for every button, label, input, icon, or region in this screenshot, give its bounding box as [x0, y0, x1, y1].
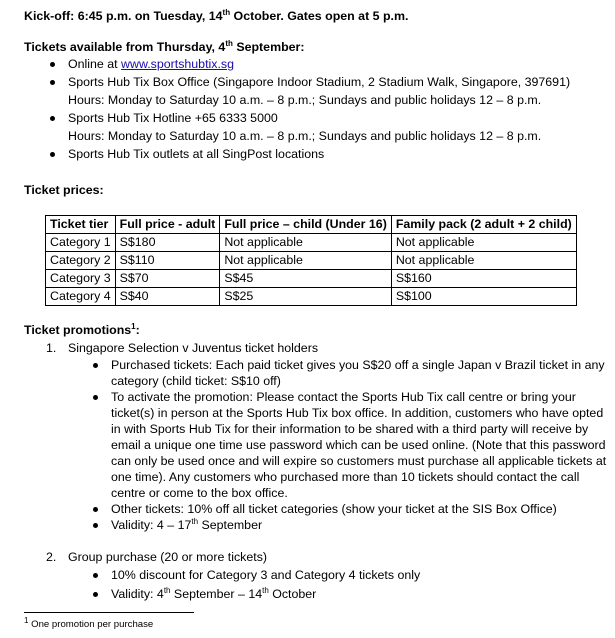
online-prefix: Online at [68, 57, 122, 71]
promo-1-activate-line: ticket(s) in person at the Sports Hub Tix box office. In addition, customers who have opted [111, 406, 604, 420]
bullet-icon [93, 573, 98, 578]
tickets-heading-text: Tickets available from Thursday, 4 [24, 40, 226, 54]
col-header-family: Family pack (2 adult + 2 child) [391, 216, 576, 234]
promo-2-discount: 10% discount for Category 3 and Category 4 tickets only [111, 568, 421, 582]
table-cell: S$70 [115, 270, 220, 288]
promo-2-validity-end: October [268, 587, 317, 601]
kickoff-line [24, 8, 408, 24]
kickoff-text-end: October. Gates open at 5 p.m. [230, 9, 409, 23]
table-cell: Category 1 [46, 234, 116, 252]
promo-1-activate-line: in with Sports Hub Tix for their information to be shared with a third party will receive by [111, 422, 589, 436]
box-office-line: Sports Hub Tix Box Office (Singapore Indoor Stadium, 2 Stadium Walk, Singapore, 397691) [68, 75, 571, 89]
promo-2-number: 2. [46, 550, 57, 564]
hotline-line: Sports Hub Tix Hotline +65 6333 5000 [68, 111, 278, 125]
sportshubtix-link[interactable]: www.sportshubtix.sg [121, 57, 234, 71]
online-line [68, 56, 234, 72]
table-row [46, 270, 577, 288]
bullet-icon [50, 80, 55, 85]
col-header-tier: Ticket tier [46, 216, 116, 234]
promo-1-number: 1. [46, 341, 57, 355]
footnote-divider [24, 612, 194, 613]
promotions-heading-text: Ticket promotions [24, 323, 132, 337]
promotions-heading [24, 322, 140, 338]
kickoff-label: Kick-off: [24, 9, 75, 23]
promotions-heading-sup: 1 [131, 321, 136, 331]
promo-1-validity-sup: th [191, 516, 199, 526]
outlets-line: Sports Hub Tix outlets at all SingPost locations [68, 147, 325, 161]
footnote-text: One promotion per purchase [28, 619, 154, 630]
promo-1-purchased-line2: category (child ticket: S$10 off) [111, 374, 281, 388]
promo-1-validity [111, 517, 262, 533]
promo-1-activate-line: can only be used once and will expire so customers must purchase all applicable tickets at [111, 454, 607, 468]
table-cell: Not applicable [220, 234, 392, 252]
table-cell: Category 2 [46, 252, 116, 270]
footnote [24, 617, 153, 633]
box-office-hours: Hours: Monday to Saturday 10 a.m. – 8 p.m.; Sundays and public holidays 12 – 8 p.m. [68, 93, 542, 107]
hotline-hours: Hours: Monday to Saturday 10 a.m. – 8 p.m.; Sundays and public holidays 12 – 8 p.m. [68, 129, 542, 143]
tickets-available-heading [24, 39, 305, 55]
promo-2-validity-mid: September – 14 [170, 587, 263, 601]
table-cell: S$110 [115, 252, 220, 270]
promo-1-validity-end: September [198, 518, 263, 532]
promo-2-title: Group purchase (20 or more tickets) [68, 550, 268, 564]
bullet-icon [93, 395, 98, 400]
promo-1-title: Singapore Selection v Juventus ticket holders [68, 341, 319, 355]
bullet-icon [93, 523, 98, 528]
table-cell: S$160 [391, 270, 576, 288]
promo-1-activate-line: centre or come to the box office. [111, 486, 288, 500]
table-row [46, 288, 577, 306]
promo-1-activate-line: email a unique one time use password which can be used online. (Note that this password [111, 438, 606, 452]
kickoff-sup: th [222, 7, 231, 17]
promo-2-validity-text: Validity: 4 [111, 587, 164, 601]
table-cell: Not applicable [220, 252, 392, 270]
table-cell: Not applicable [391, 252, 576, 270]
col-header-child: Full price – child (Under 16) [220, 216, 392, 234]
table-cell: Category 4 [46, 288, 116, 306]
promo-1-activate-line: To activate the promotion: Please contact the Sports Hub Tix call centre or bring your [111, 390, 576, 404]
bullet-icon [93, 507, 98, 512]
table-cell: S$40 [115, 288, 220, 306]
bullet-icon [93, 592, 98, 597]
table-cell: S$180 [115, 234, 220, 252]
table-cell: S$100 [391, 288, 576, 306]
promotions-heading-colon: : [135, 323, 140, 337]
bullet-icon [50, 152, 55, 157]
bullet-icon [93, 363, 98, 368]
table-cell: Category 3 [46, 270, 116, 288]
promo-2-validity [111, 586, 316, 602]
bullet-icon [50, 116, 55, 121]
promo-2-validity-sup: th [262, 585, 269, 595]
footnote-sup: 1 [24, 615, 29, 625]
promo-1-activate-line: one time). Any customers who purchased more than 10 tickets should contact the call [111, 470, 580, 484]
promo-1-purchased-line1: Purchased tickets: Each paid ticket gives you S$20 off a single Japan v Brazil ticket in any [111, 358, 605, 372]
tickets-heading-sup: th [225, 38, 233, 48]
ticket-prices-heading: Ticket prices: [24, 183, 104, 197]
kickoff-text: 6:45 p.m. on Tuesday, 14 [77, 9, 223, 23]
table-row [46, 234, 577, 252]
tickets-heading-end: September: [232, 40, 305, 54]
table-cell: S$45 [220, 270, 392, 288]
bullet-icon [50, 62, 55, 67]
promo-1-other: Other tickets: 10% off all ticket categories (show your ticket at the SIS Box Office) [111, 502, 557, 516]
table-cell: S$25 [220, 288, 392, 306]
table-row [46, 252, 577, 270]
table-header-row [46, 216, 577, 234]
promo-1-validity-text: Validity: 4 – 17 [111, 518, 192, 532]
table-cell: Not applicable [391, 234, 576, 252]
ticket-prices-table [45, 215, 577, 306]
col-header-adult: Full price - adult [115, 216, 220, 234]
promo-2-validity-sup: th [163, 585, 171, 595]
